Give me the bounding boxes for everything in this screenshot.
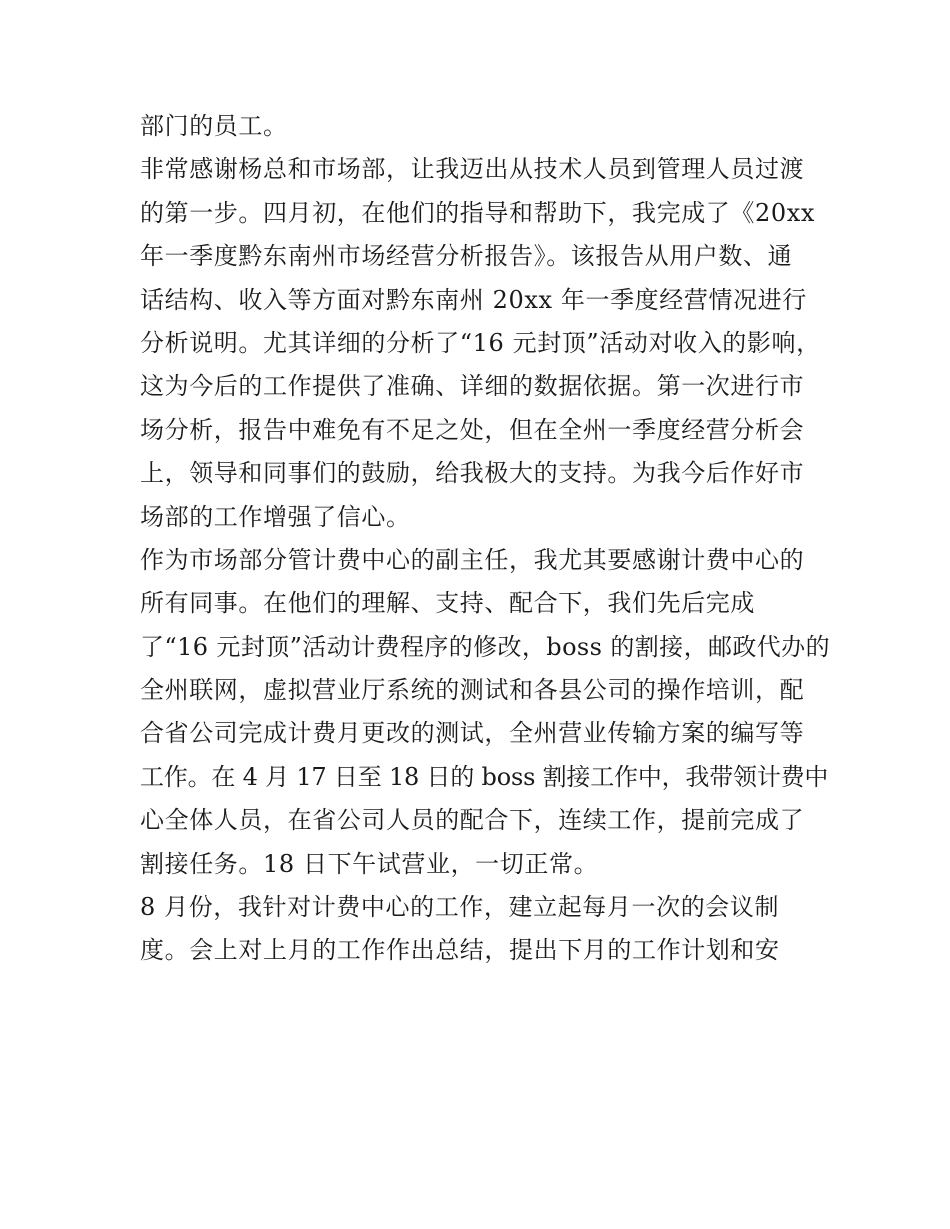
text-line: 了“16 元封顶”活动计费程序的修改，boss 的割接，邮政代办的 xyxy=(140,632,830,661)
text-line: 8 月份，我针对计费中心的工作，建立起每月一次的会议制 xyxy=(140,893,780,922)
document-body xyxy=(140,105,830,973)
text-line: 度。会上对上月的工作作出总结，提出下月的工作计划和安 xyxy=(140,936,780,965)
text-line: 割接任务。18 日下午试营业，一切正常。 xyxy=(140,849,599,878)
text-line: 合省公司完成计费月更改的测试，全州营业传输方案的编写等 xyxy=(140,719,805,748)
text-line: 话结构、收入等方面对黔东南州 20xx 年一季度经营情况进行 xyxy=(140,285,807,314)
text-line: 上，领导和同事们的鼓励，给我极大的支持。为我今后作好市 xyxy=(140,459,805,488)
text-line: 年一季度黔东南州市场经营分析报告》。该报告从用户数、通 xyxy=(140,242,793,271)
text-line: 所有同事。在他们的理解、支持、配合下，我们先后完成 xyxy=(140,589,755,618)
text-line: 场部的工作增强了信心。 xyxy=(140,502,411,531)
text-line: 工作。在 4 月 17 日至 18 日的 boss 割接工作中，我带领计费中 xyxy=(140,762,829,791)
text-line: 非常感谢杨总和市场部，让我迈出从技术人员到管理人员过渡 xyxy=(140,155,805,184)
text-line: 心全体人员，在省公司人员的配合下，连续工作，提前完成了 xyxy=(140,806,805,835)
text-line: 分析说明。尤其详细的分析了“16 元封顶”活动对收入的影响， xyxy=(140,328,821,357)
text-line: 场分析，报告中难免有不足之处，但在全州一季度经营分析会 xyxy=(140,415,805,444)
text-line: 作为市场部分管计费中心的副主任，我尤其要感谢计费中心的 xyxy=(140,545,805,574)
text-line: 部门的员工。 xyxy=(140,112,288,140)
text-line: 的第一步。四月初，在他们的指导和帮助下，我完成了《20xx xyxy=(140,198,816,227)
text-line: 这为今后的工作提供了准确、详细的数据依据。第一次进行市 xyxy=(140,372,805,401)
text-line: 全州联网，虚拟营业厅系统的测试和各县公司的操作培训，配 xyxy=(140,676,805,705)
